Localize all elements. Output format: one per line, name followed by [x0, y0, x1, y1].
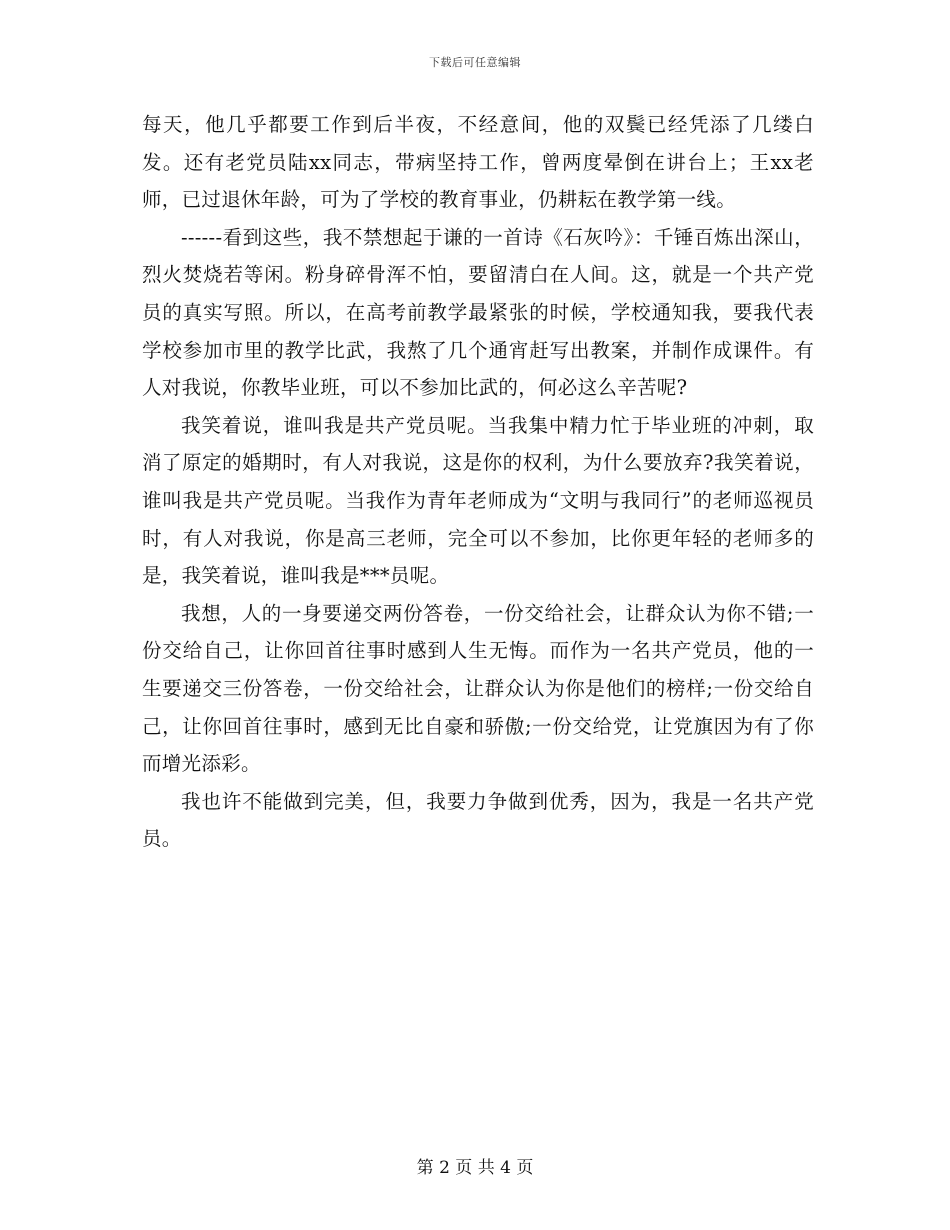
paragraph: 我笑着说，谁叫我是共产党员呢。当我集中精力忙于毕业班的冲刺，取消了原定的婚期时，有人对我说，这是你的权利，为什么要放弃?我笑着说，谁叫我是共产党员呢。当我作为青年老师成为“文明与我同行”的老师巡视员时，有人对我说，你是高三老师，完全可以不参加，比你更年轻的老师多的是，我笑着说，谁叫我是***员呢。 [142, 413, 814, 588]
paragraph: 我想，人的一身要递交两份答卷，一份交给社会，让群众认为你不错;一份交给自己，让你回首往事时感到人生无悔。而作为一名共产党员，他的一生要递交三份答卷，一份交给社会，让群众认为你是他们的榜样;一份交给自己，让你回首往事时，感到无比自豪和骄傲;一份交给党，让党旗因为有了你而增光添彩。 [142, 601, 814, 776]
paragraph: ------看到这些，我不禁想起于谦的一首诗《石灰吟》：千锤百炼出深山，烈火焚烧若等闲。粉身碎骨浑不怕，要留清白在人间。这，就是一个共产党员的真实写照。所以，在高考前教学最紧张的时候，学校通知我，要我代表学校参加市里的教学比武，我熬了几个通宵赶写出教案，并制作成课件。有人对我说，你教毕业班，可以不参加比武的，何必这么辛苦呢? [142, 225, 814, 400]
document-body [142, 106, 814, 858]
paragraph: 每天，他几乎都要工作到后半夜，不经意间，他的双鬓已经凭添了几缕白发。还有老党员陆xx同志，带病坚持工作，曾两度晕倒在讲台上；王xx老师，已过退休年龄，可为了学校的教育事业，仍耕耘在教学第一线。 [142, 113, 814, 212]
page-number-footer: 第 2 页 共 4 页 [416, 1158, 534, 1178]
page-header: 下载后可任意编辑 [429, 56, 521, 69]
paragraph: 我也许不能做到完美，但，我要力争做到优秀，因为，我是一名共产党员。 [142, 789, 814, 851]
